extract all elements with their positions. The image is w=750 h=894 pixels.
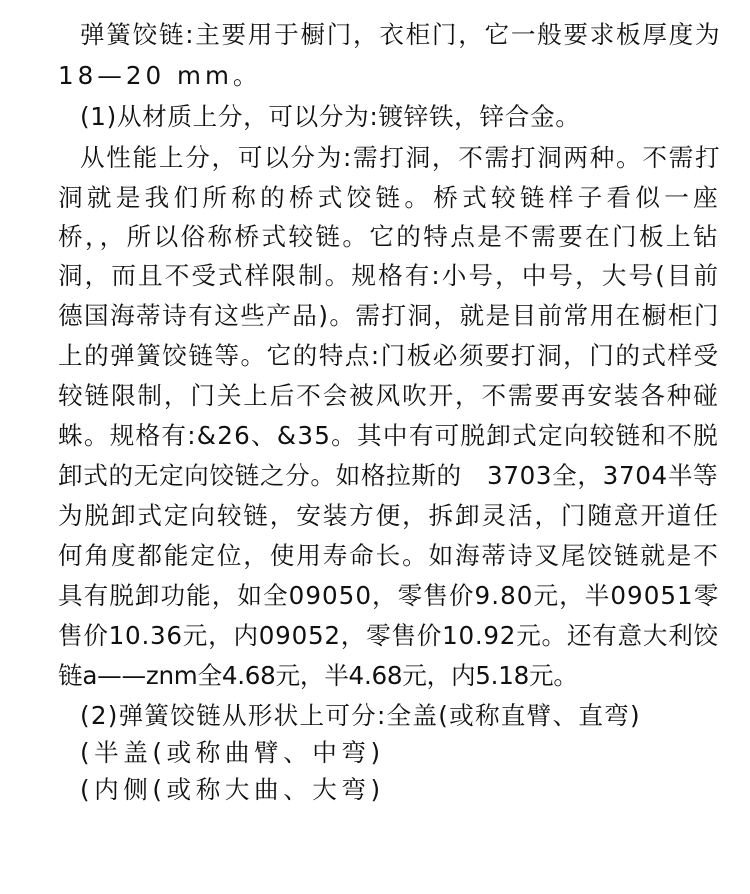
text-line-3: (1)从材质上分，可以分为:镀锌铁，锌合金。	[80, 102, 581, 131]
text-line-8: 德国海蒂诗有这些产品)。需打洞，就是目前常用在橱柜门	[58, 301, 720, 330]
text-line-19: (半盖(或称曲臂、中弯)	[80, 738, 385, 767]
text-line-16: 售价10.36元，内09052，零售价10.92元。还有意大利饺	[58, 621, 719, 650]
text-line-14: 何角度都能定位，使用寿命长。如海蒂诗叉尾饺链就是不	[58, 541, 720, 570]
text-line-18: (2)弹簧饺链从形状上可分:全盖(或称直臂、直弯)	[80, 701, 641, 730]
text-line-7: 洞，而且不受式样限制。规格有:小号，中号，大号(目前	[58, 261, 721, 290]
text-line-9: 上的弹簧饺链等。它的特点:门板必须要打洞，门的式样受	[58, 341, 720, 370]
text-line-17: 链a——znm全4.68元，半4.68元，内5.18元。	[58, 661, 578, 690]
text-line-4: 从性能上分，可以分为:需打洞，不需打洞两种。不需打	[80, 143, 722, 172]
text-line-2: 18—20 mm。	[58, 61, 262, 90]
text-line-20: (内侧(或称大曲、大弯)	[80, 775, 385, 804]
text-line-11: 蛛。规格有:&26、&35。其中有可脱卸式定向较链和不脱	[58, 421, 719, 450]
text-line-6: 桥，，所以俗称桥式较链。它的特点是不需要在门板上钻	[58, 222, 720, 251]
text-line-15: 具有脱卸功能，如全09050，零售价9.80元，半09051零	[58, 581, 720, 610]
text-line-12: 卸式的无定向饺链之分。如格拉斯的 3703全，3704半等	[58, 461, 719, 490]
text-line-10: 较链限制，门关上后不会被风吹开，不需要再安装各种碰	[58, 381, 720, 410]
text-line-5: 洞就是我们所称的桥式饺链。桥式较链样子看似一座	[58, 183, 722, 212]
text-line-1: 弹簧饺链:主要用于橱门，衣柜门，它一般要求板厚度为	[80, 20, 722, 49]
text-line-13: 为脱卸式定向较链，安装方便，拆卸灵活，门随意开道任	[58, 501, 720, 530]
